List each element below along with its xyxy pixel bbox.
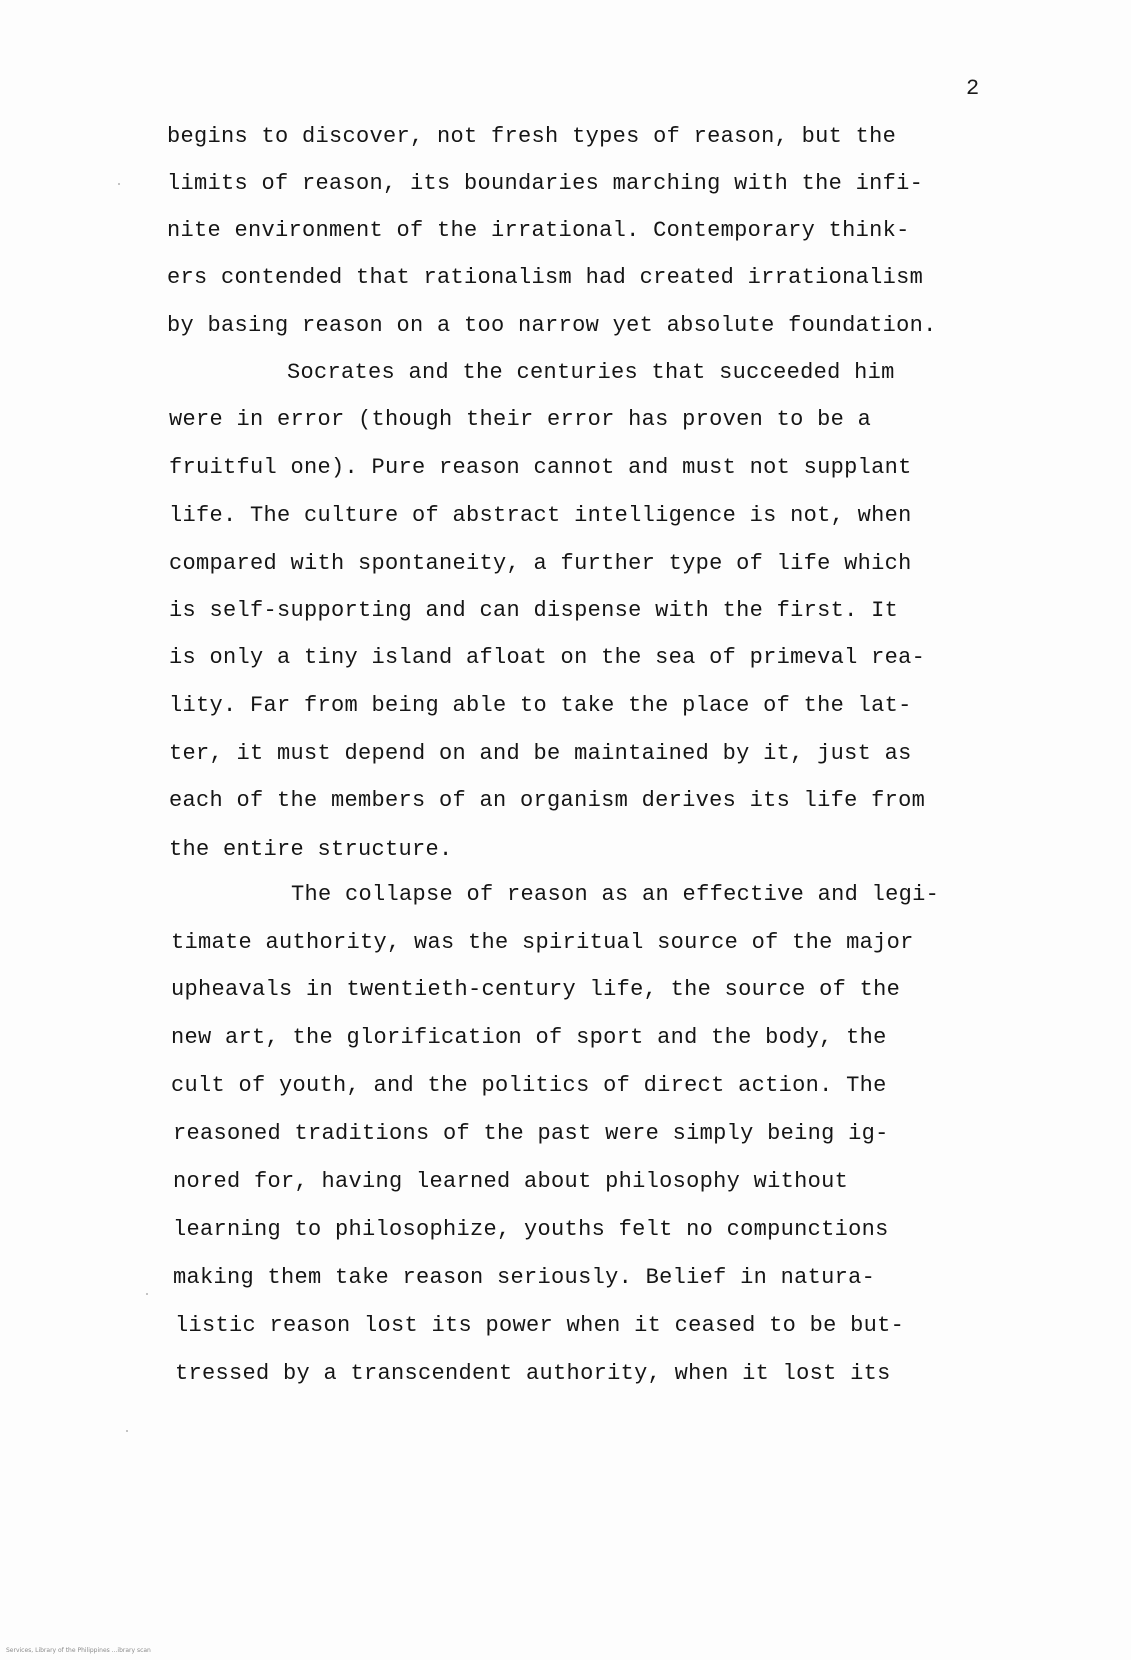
text-line: nored for, having learned about philosophy without — [173, 1169, 849, 1194]
text-line: is only a tiny island afloat on the sea of primeval rea- — [169, 645, 926, 670]
text-line: limits of reason, its boundaries marching with the infi- — [167, 171, 924, 196]
text-line: nite environment of the irrational. Contemporary think- — [167, 218, 910, 243]
text-line: the entire structure. — [169, 837, 453, 862]
paragraph-start-line: The collapse of reason as an effective and legi- — [291, 882, 940, 907]
scan-speck — [126, 1430, 128, 1432]
text-line: is self-supporting and can dispense with the first. It — [169, 598, 899, 623]
text-line: cult of youth, and the politics of direct action. The — [171, 1073, 887, 1098]
text-line: making them take reason seriously. Belief in natura- — [173, 1265, 876, 1290]
text-line: upheavals in twentieth-century life, the source of the — [171, 977, 901, 1002]
text-line: life. The culture of abstract intelligence is not, when — [169, 503, 912, 528]
scan-speck — [118, 183, 120, 185]
text-line: ter, it must depend on and be maintained by it, just as — [169, 741, 912, 766]
text-line: by basing reason on a too narrow yet absolute foundation. — [167, 313, 937, 338]
text-line: learning to philosophize, youths felt no compunctions — [173, 1217, 889, 1242]
text-line: timate authority, was the spiritual source of the major — [171, 930, 914, 955]
page-number: 2 — [966, 76, 980, 101]
text-line: each of the members of an organism derives its life from — [169, 788, 926, 813]
paragraph-start-line: Socrates and the centuries that succeeded him — [287, 360, 895, 385]
text-line: new art, the glorification of sport and the body, the — [171, 1025, 887, 1050]
scan-speck — [146, 1293, 148, 1295]
text-line: fruitful one). Pure reason cannot and must not supplant — [169, 455, 912, 480]
text-line: compared with spontaneity, a further type of life which — [169, 551, 912, 576]
text-line: listic reason lost its power when it ceased to be but- — [175, 1313, 905, 1338]
scan-footer-note: Services, Library of the Philippines ...ibrary scan — [6, 1647, 151, 1654]
text-line: tressed by a transcendent authority, when it lost its — [175, 1361, 891, 1386]
text-line: reasoned traditions of the past were simply being ig- — [173, 1121, 889, 1146]
text-line: ers contended that rationalism had created irrationalism — [167, 265, 924, 290]
text-line: lity. Far from being able to take the place of the lat- — [169, 693, 912, 718]
text-line: were in error (though their error has proven to be a — [169, 407, 872, 432]
text-line: begins to discover, not fresh types of reason, but the — [167, 124, 897, 149]
